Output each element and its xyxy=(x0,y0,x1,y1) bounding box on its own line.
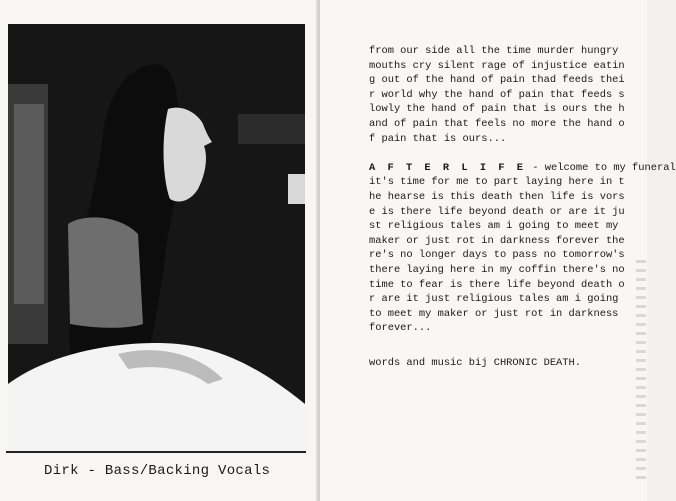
photo-caption: Dirk - Bass/Backing Vocals xyxy=(44,463,271,479)
lyrics-line: time to fear is there life beyond death o xyxy=(369,278,625,291)
lyrics-line: st religious tales am i going to meet my xyxy=(369,220,619,233)
section-first-line: welcome to my funeral xyxy=(544,161,676,174)
lyrics-line: lowly the hand of pain that is ours the h xyxy=(369,103,625,116)
lyrics-line: and of pain that feels no more the hand o xyxy=(369,117,625,130)
caption-rule xyxy=(6,451,306,453)
lyrics-line: to meet my maker or just rot in darkness xyxy=(369,307,619,320)
lyrics-line: e is there life beyond death or are it ju xyxy=(369,205,625,218)
lyrics-line: r are it just religious tales am i going xyxy=(369,293,619,306)
lyrics-block xyxy=(369,44,676,336)
lyrics-line: re's no longer days to pass no tomorrow's xyxy=(369,249,625,262)
lyrics-line: from our side all the time murder hungry xyxy=(369,45,619,57)
bleed-through-edge xyxy=(636,260,646,480)
section-heading-line xyxy=(369,161,676,176)
lyrics-line: forever... xyxy=(369,322,432,335)
left-page xyxy=(0,0,318,501)
lyrics-line: g out of the hand of pain thad feeds thei xyxy=(369,74,625,87)
lyrics-line: f pain that is ours... xyxy=(369,132,507,145)
credits-line: words and music bij CHRONIC DEATH. xyxy=(369,357,582,369)
band-member-photo xyxy=(8,24,305,452)
lyrics-line: there laying here in my coffin there's no xyxy=(369,263,625,276)
lyrics-line: r world why the hand of pain that feeds s xyxy=(369,88,625,101)
lyrics-line: he hearse is this death then life is vors xyxy=(369,190,625,203)
section-title: A F T E R L I F E xyxy=(369,161,527,174)
lyrics-line: maker or just rot in darkness forever the xyxy=(369,234,625,247)
section-title-separator: - xyxy=(526,161,545,174)
lyrics-line: it's time for me to part laying here in t xyxy=(369,176,625,189)
lyrics-line: mouths cry silent rage of injustice eatin xyxy=(369,59,625,72)
